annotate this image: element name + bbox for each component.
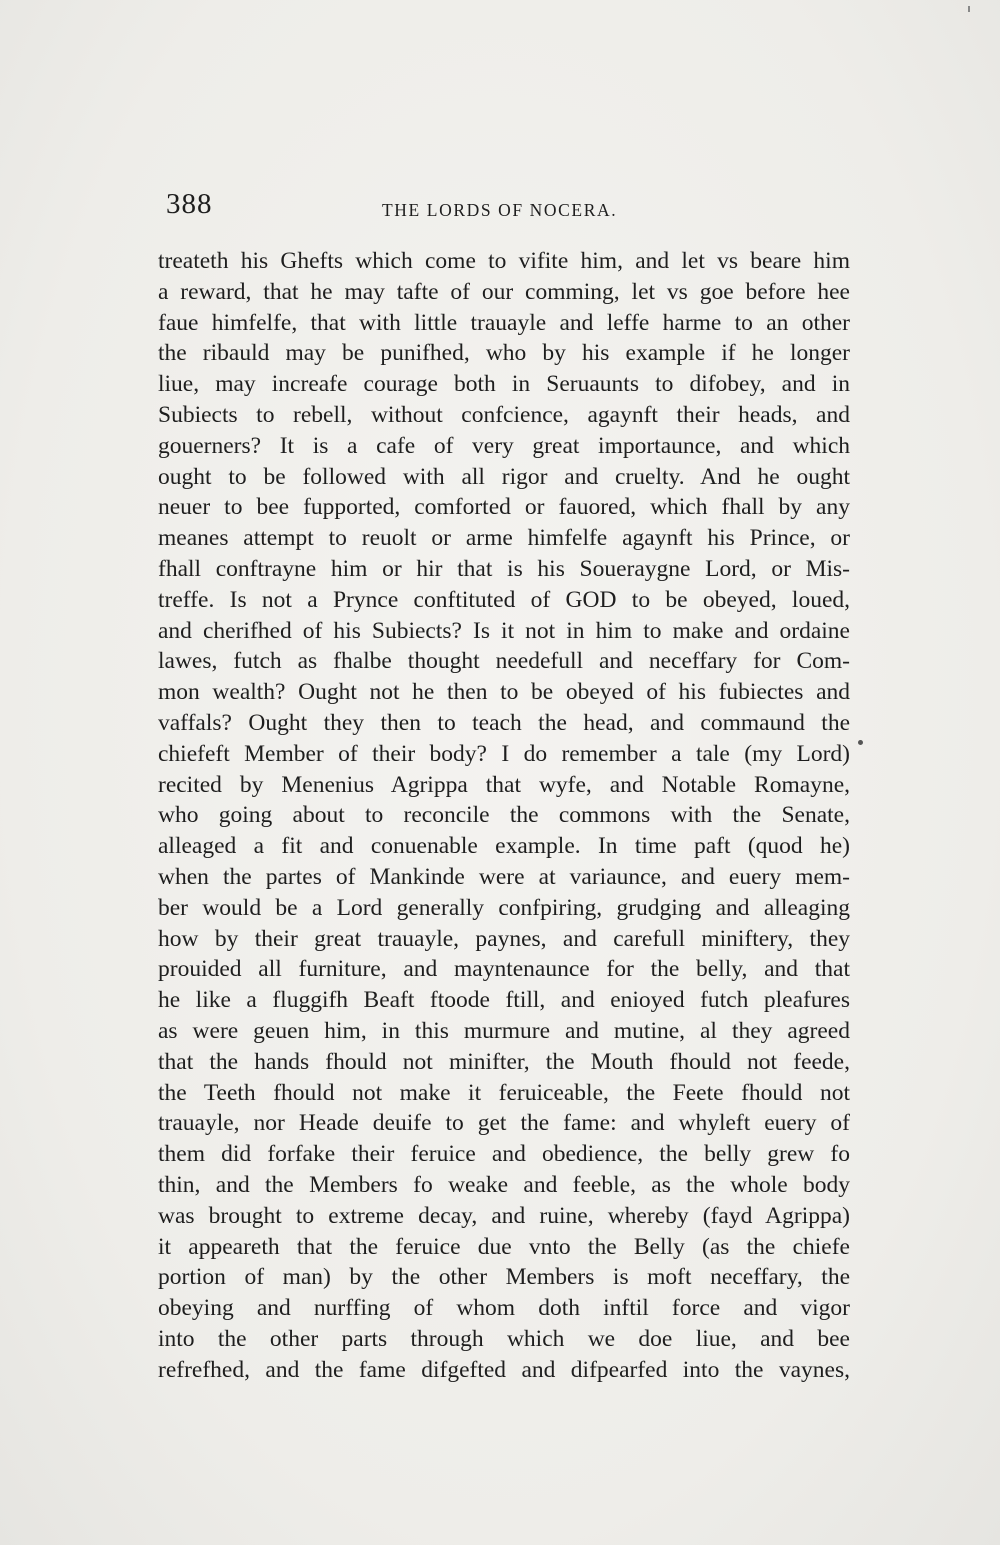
page-number: 388 [166, 188, 213, 220]
text-line: that the hands fhould not minifter, the Mouth fhould not feede, [158, 1048, 850, 1075]
text-line: ber would be a Lord generally confpiring, grudging and alleaging [158, 894, 850, 921]
text-line: neuer to bee fupported, comforted or fauored, which fhall by any [158, 494, 850, 521]
text-line: who going about to reconcile the commons with the Senate, [158, 802, 850, 829]
text-line: how by their great trauayle, paynes, and carefull miniftery, they [158, 925, 850, 952]
text-line: when the partes of Mankinde were at variaunce, and euery mem- [158, 863, 850, 890]
text-line: treffe. Is not a Prynce conftituted of GOD to be obeyed, loued, [158, 586, 850, 613]
text-line: vaffals? Ought they then to teach the head, and commaund the [158, 709, 850, 736]
text-line: lawes, futch as fhalbe thought needefull and neceffary for Com- [158, 648, 850, 675]
text-line: ought to be followed with all rigor and cruelty. And he ought [158, 463, 850, 490]
text-line: thin, and the Members fo weake and feeble, as the whole body [158, 1171, 850, 1198]
text-line: meanes attempt to reuolt or arme himfelfe agaynft his Prince, or [158, 525, 850, 552]
running-title: THE LORDS OF NOCERA. [382, 200, 618, 220]
text-line: fhall conftrayne him or hir that is his Soueraygne Lord, or Mis- [158, 555, 850, 582]
text-line: faue himfelfe, that with little trauayle and leffe harme to an other [158, 309, 850, 336]
text-line: as were geuen him, in this murmure and mutine, al they agreed [158, 1017, 850, 1044]
text-line: the Teeth fhould not make it feruiceable, the Feete fhould not [158, 1079, 850, 1106]
text-line: prouided all furniture, and mayntenaunce for the belly, and that [158, 956, 850, 983]
text-line: mon wealth? Ought not he then to be obeyed of his fubiectes and [158, 679, 850, 706]
page-speck [968, 6, 970, 12]
text-line: it appeareth that the feruice due vnto the Belly (as the chiefe [158, 1233, 850, 1260]
text-line: treateth his Ghefts which come to vifite him, and let vs beare him [158, 248, 850, 274]
text-line: alleaged a fit and conuenable example. In time paft (quod he) [158, 833, 850, 860]
margin-mark [858, 740, 863, 745]
text-line: refrefhed, and the fame difgefted and difpearfed into the vaynes, [158, 1356, 850, 1383]
text-line: into the other parts through which we doe liue, and bee [158, 1325, 850, 1352]
text-line: was brought to extreme decay, and ruine, whereby (fayd Agrippa) [158, 1202, 850, 1229]
text-line: recited by Menenius Agrippa that wyfe, and Notable Romayne, [158, 771, 850, 798]
text-line: portion of man) by the other Members is moft neceffary, the [158, 1264, 850, 1291]
text-line: trauayle, nor Heade deuife to get the fame: and whyleft euery of [158, 1110, 850, 1137]
text-line: obeying and nurffing of whom doth inftil force and vigor [158, 1295, 850, 1322]
text-line: gouerners? It is a cafe of very great importaunce, and which [158, 432, 850, 459]
text-line: and cherifhed of his Subiects? Is it not in him to make and ordaine [158, 617, 850, 644]
text-line: he like a fluggifh Beaft ftoode ftill, and enioyed futch pleafures [158, 987, 850, 1014]
text-line: chiefeft Member of their body? I do remember a tale (my Lord) [158, 740, 850, 767]
text-line: the ribauld may be punifhed, who by his example if he longer [158, 340, 850, 367]
text-line: them did forfake their feruice and obedience, the belly grew fo [158, 1141, 850, 1168]
body-text [158, 246, 850, 1385]
text-line: Subiects to rebell, without confcience, agaynft their heads, and [158, 401, 850, 428]
text-line: a reward, that he may tafte of our comming, let vs goe before hee [158, 278, 850, 305]
text-line: liue, may increafe courage both in Seruaunts to difobey, and in [158, 371, 850, 398]
